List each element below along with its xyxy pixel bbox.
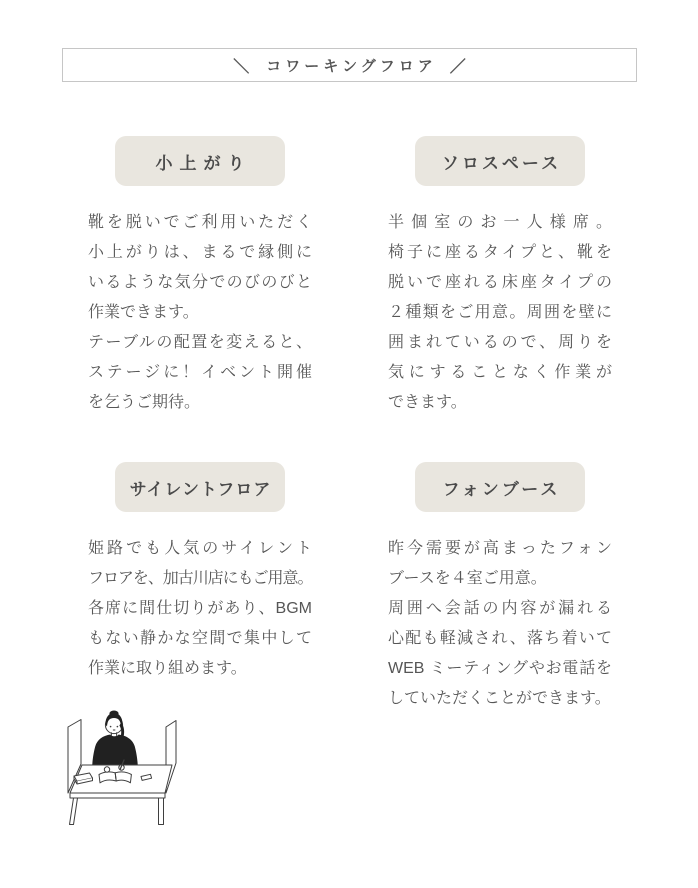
section-silent-floor [88, 462, 312, 827]
body-line: 各席に間仕切りがあり、BGM [88, 600, 312, 617]
body-line: いるような気分でのびのびと [88, 274, 312, 291]
body-line: 靴を脱いでご利用いただく [88, 214, 312, 231]
coworking-floor-section [0, 48, 698, 888]
body-line: を乞うご期待。 [88, 394, 201, 411]
sections-grid [0, 82, 698, 827]
body-line: 気にすることなく作業が [388, 364, 612, 381]
desk-apron [70, 793, 165, 798]
badge-silent-floor: サイレントフロア [115, 462, 285, 512]
body-line: ステージに！イベント開催 [88, 364, 312, 381]
desk-leg-right [159, 798, 164, 825]
body-line: テーブルの配置を変えると、 [88, 334, 312, 351]
section-phone-booth [388, 462, 612, 827]
eye-right [117, 726, 119, 728]
body-line: WEB ミーティングやお電話を [388, 660, 612, 677]
section-body [88, 534, 312, 684]
body-line: 周囲へ会話の内容が漏れる [388, 600, 612, 617]
body-line: 心配も軽減され、落ち着いて [388, 630, 612, 647]
section-solo-space [388, 136, 612, 418]
slash-decor-left: ＼ [233, 58, 250, 76]
body-line: ２種類をご用意。周囲を壁に [388, 304, 612, 321]
body-line: 小上がりは、まるで縁側に [88, 244, 312, 261]
body-line: 作業に取り組めます。 [88, 660, 247, 677]
section-body [388, 534, 612, 714]
badge-koagari: 小上がり [115, 136, 285, 186]
body-line: 作業できます。 [88, 304, 199, 321]
badge-phone-booth: フォンブース [415, 462, 585, 512]
body-line: 半個室のお一人様席。 [388, 214, 612, 231]
body-line: 姫路でも人気のサイレント [88, 540, 312, 557]
body-line: 昨今需要が高まったフォン [388, 540, 612, 557]
desk-leg-left [70, 798, 78, 825]
body-line: ブースを４室ご用意。 [388, 570, 547, 587]
person-writing-at-desk-illustration [58, 703, 178, 827]
slash-decor-right: ／ [449, 58, 466, 76]
eye-left [110, 726, 112, 728]
body-line: 脱いで座れる床座タイプの [388, 274, 612, 291]
page-title: コワーキングフロア [266, 57, 437, 75]
body-line: 椅子に座るタイプと、靴を [388, 244, 612, 261]
body-line: 囲まれているので、周りを [388, 334, 612, 351]
section-body [88, 208, 312, 418]
section-body [388, 208, 612, 418]
badge-solo-space: ソロスペース [415, 136, 585, 186]
body-line: できます。 [388, 394, 467, 411]
body-line: フロアを、加古川店にもご用意。 [88, 570, 312, 587]
body-line: もない静かな空間で集中して [88, 630, 312, 647]
body-line: していただくことができます。 [388, 690, 611, 707]
section-koagari [88, 136, 312, 418]
section-title-box [62, 48, 637, 82]
hand-left [104, 767, 109, 772]
